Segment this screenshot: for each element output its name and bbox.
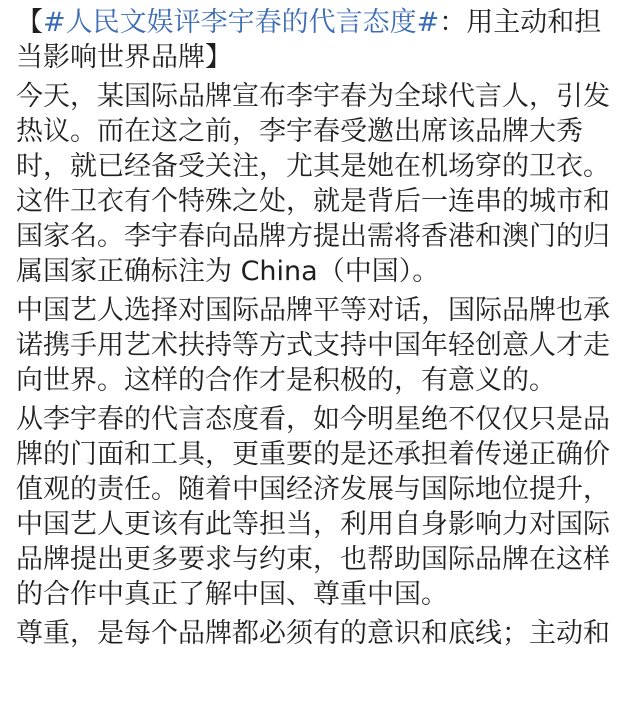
paragraph-intro: 今天，某国际品牌宣布李宇春为全球代言人，引发热议。而在这之前，李宇春受邀出席该品牌大秀时，就已经备受关注，尤其是她在机场穿的卫衣。这件卫衣有个特殊之处，就是背后一连串的城市和国家名。李宇春向品牌方提出需将香港和澳门的归属国家正确标注为 China（中国）。 [16, 81, 610, 287]
hashtag-link[interactable]: #人民文娱评李宇春的代言态度# [43, 7, 440, 38]
post-headline [16, 5, 626, 75]
headline-text: ：用主动和担当影响世界品牌 [16, 7, 602, 73]
paragraph-responsibility: 从李宇春的代言态度看，如今明星绝不仅仅只是品牌的门面和工具，更重要的是还承担着传递正确价值观的责任。随着中国经济发展与国际地位提升，中国艺人更该有此等担当，利用自身影响力对国际品牌提出更多要求与约束，也帮助国际品牌在这样的合作中真正了解中国、尊重中国。 [16, 404, 610, 610]
headline-open-bracket: 【 [16, 7, 43, 38]
paragraph-dialogue: 中国艺人选择对国际品牌平等对话，国际品牌也承诺携手用艺术扶持等方式支持中国年轻创意人才走向世界。这样的合作才是积极的，有意义的。 [16, 295, 610, 396]
headline-close-bracket: 】 [205, 42, 232, 73]
paragraph-respect: 尊重，是每个品牌都必须有的意识和底线；主动和 [16, 618, 610, 649]
